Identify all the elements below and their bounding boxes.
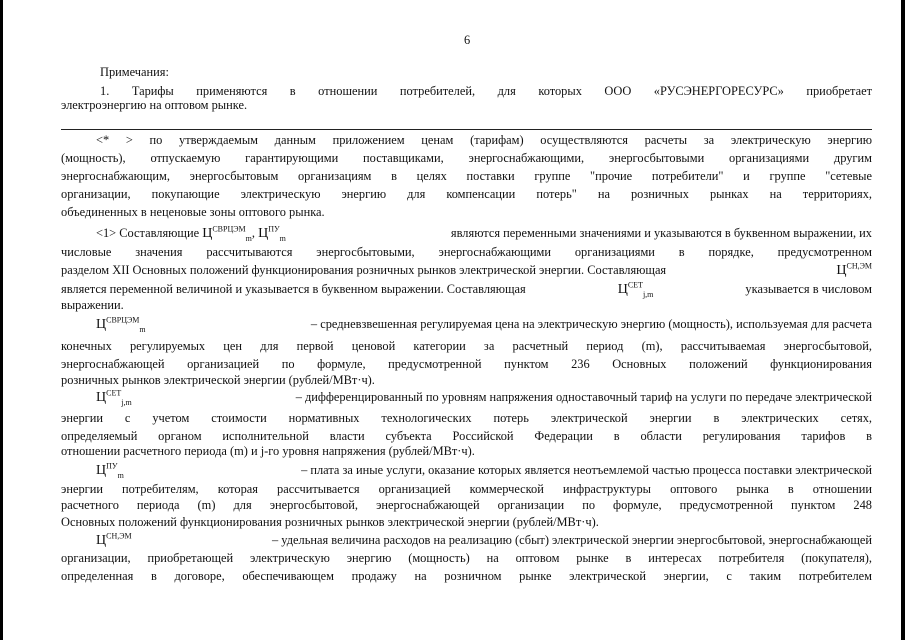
footnote-1-line-5: выражении. [61, 298, 124, 312]
definition-pu-line-2: энергии потребителям, которая рассчитывается организацией коммерческой инфраструктуры оптового рынка в отношении [61, 482, 872, 496]
footnote-separator [61, 129, 872, 130]
footnote-1-line-2: числовые значения рассчитываются энергосбытовыми, энергоснабжающими организациями в порядке, предусмотренном [61, 245, 872, 259]
symbol-c-svrcem: $Ц^{СВРЦЭМ}_m$ [202, 224, 252, 243]
definition-snem-line-1: $Ц^{СН,ЭМ}$ – удельная величина расходов на реализацию (сбыт) электрической энергии энергосбытовой, энергоснабжающей [96, 531, 872, 548]
definition-svrcem-line-1: $Ц^{СВРЦЭМ}_m$ – средневзвешенная регулируемая цена на электрическую энергию (мощность), используемая для расчета [96, 315, 872, 334]
definition-snem-line-3: определенная в договоре, обеспечивающем продажу на розничном рынке электрической энергии, с таким потребителем [61, 569, 872, 583]
definition-pu-line-1: $Ц^{ПУ}_m$ – плата за иные услуги, оказание которых является неотъемлемой частью процесса поставки электрической [96, 461, 872, 480]
definition-set-line-2: энергии с учетом стоимости нормативных технологических потерь электрической энергии в электрических сетях, [61, 411, 872, 425]
symbol-c-set: $Ц^{СЕТ}_{j,m}$ [617, 280, 654, 299]
definition-pu-line-3: расчетного периода (m) для энергосбытовой, энергоснабжающей организации по формуле, предусмотренной пунктом 248 [61, 498, 872, 512]
symbol-c-pu: $Ц^{ПУ}_m$ [258, 224, 286, 243]
notes-heading: Примечания: [100, 65, 169, 79]
definition-set-line-1: $Ц^{СЕТ}_{j,m}$ – дифференцированный по уровням напряжения одноставочный тариф на услуги по передаче электрической [96, 388, 872, 407]
symbol-c-svrcem: $Ц^{СВРЦЭМ}_m$ [96, 315, 146, 334]
scan-edge-left [0, 0, 3, 640]
scan-edge-right [901, 0, 905, 640]
symbol-c-set: $Ц^{СЕТ}_{j,m}$ [96, 388, 132, 407]
footnote-star-line: энергоснабжающим, энергосбытовым организациям в целях поставки группе "прочие потребители" и группе "сетевые [61, 169, 872, 183]
footnote-1-line-1: <1> Составляющие $Ц^{СВРЦЭМ}_m$, $Ц^{ПУ}_m$ являются переменными значениями и указываются в буквенном выражении, их [96, 224, 872, 243]
definition-svrcem-line-2: конечных регулируемых цен для первой ценовой категории за расчетный период (m), рассчитываемая энергосбытовой, [61, 339, 872, 353]
note-1-line-1: 1. Тарифы применяются в отношении потребителей, для которых ООО «РУСЭНЕРГОРЕСУРС» приобретает [100, 84, 872, 98]
footnote-star-line: организации, покупающие электрическую энергию для компенсации потерь" на розничных рынках на территориях, [61, 187, 872, 201]
page-number: 6 [464, 33, 471, 47]
definition-set-line-3: определяемый органом исполнительной власти субъекта Российской Федерации в области регулирования тарифов в [61, 429, 872, 443]
symbol-c-snem: $Ц^{СН,ЭМ}$ [836, 261, 872, 278]
symbol-c-pu: $Ц^{ПУ}_m$ [96, 461, 124, 480]
footnote-1-line-3: разделом XII Основных положений функционирования розничных рынков электрической энергии. Составляющая $Ц^{СН,ЭМ}$ [61, 261, 872, 278]
symbol-c-snem: $Ц^{СН,ЭМ}$ [96, 531, 132, 548]
definition-snem-line-2: организации, приобретающей электрическую энергию (мощность) на оптовом рынке в интересах потребителя (покупателя), [61, 551, 872, 565]
footnote-1-line-4: является переменной величиной и указывается в буквенном выражении. Составляющая $Ц^{СЕТ}_{j,m}$ указывается в числовом [61, 280, 872, 299]
definition-pu-line-4: Основных положений функционирования розничных рынков электрической энергии (рублей/МВт·ч). [61, 515, 599, 529]
footnote-star-line: <* > по утверждаемым данным приложением ценам (тарифам) осуществляются расчеты за электрическую энергию [96, 133, 872, 147]
definition-set-line-4: отношении расчетного периода (m) и j-го уровня напряжения (рублей/МВт·ч). [61, 444, 475, 458]
footnote-star-line: объединенных в неценовые зоны оптового рынка. [61, 205, 325, 219]
note-1-line-2: электроэнергию на оптовом рынке. [61, 98, 248, 112]
definition-svrcem-line-3: энергоснабжающей организацией по формуле, предусмотренной пунктом 236 Основных положений функционирования [61, 357, 872, 371]
definition-svrcem-line-4: розничных рынков электрической энергии (рублей/МВт·ч). [61, 373, 375, 387]
footnote-star-line: (мощность), отпускаемую гарантирующими поставщиками, энергоснабжающими, энергосбытовыми организациями другим [61, 151, 872, 165]
